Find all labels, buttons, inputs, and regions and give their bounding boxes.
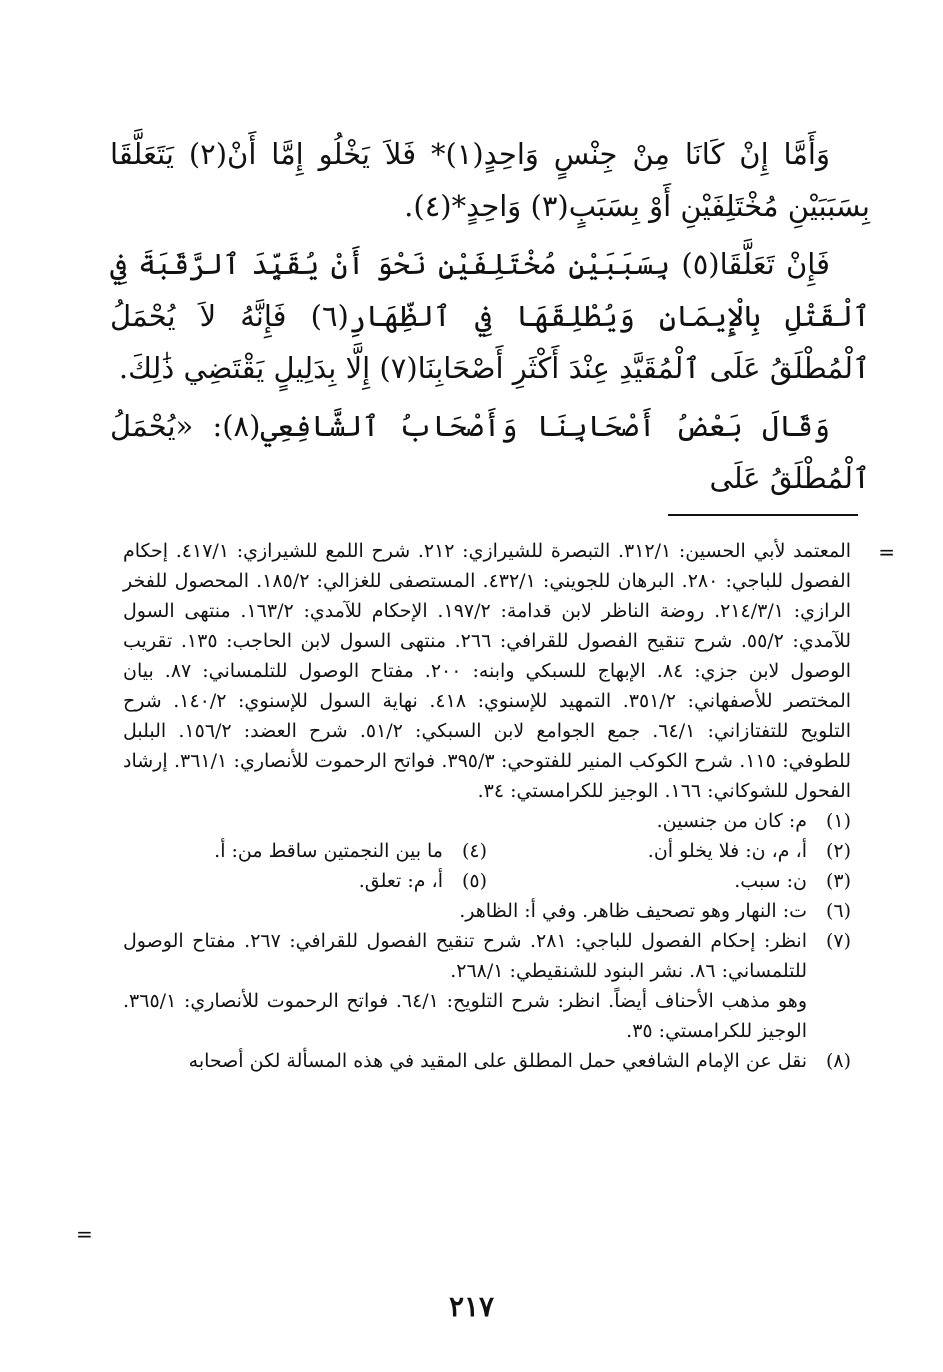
main-paragraph-2: فَإِنْ تَعَلَّقَا(٥) بِسَبَبَيْنِ مُخْتَلِفَيْنِ نَحْوَ أَنْ يُقَيِّدَ ٱلرَّقَبَةَ فِي ٱلْقَتْلِ بِالْإِيمَانِ وَيُطْلِقَهَا فِي ٱلظِّهَارِ(٦) فَإِنَّهُ لاَ يُحْمَلُ ٱلْمُطْلَقُ عَلَى ٱلْمُقَيَّدِ عِنْدَ أَكْثَرِ أَصْحَابِنَا(٧) إِلَّا بِدَلِيلٍ يَقْتَضِي ذَٰلِكَ. bbox=[110, 247, 870, 385]
footnote-6 bbox=[123, 896, 851, 926]
footnote-number: (٤) bbox=[461, 840, 487, 862]
footnote-text: ت: النهار وهو تصحيف ظاهر. وفي أ: الظاهر. bbox=[459, 900, 807, 922]
footnotes bbox=[123, 536, 851, 1076]
footnote-text: نقل عن الإمام الشافعي حمل المطلق على المقيد في هذه المسألة لكن أصحابه bbox=[188, 1050, 807, 1072]
footnote-number: (٦) bbox=[825, 900, 851, 922]
main-paragraph-3: وَقَالَ بَعْضُ أَصْحَابِنَا وَأَصْحَابُ ٱلشَّافِعِي(٨): «يُحْمَلُ ٱلْمُطْلَقُ عَلَى bbox=[110, 409, 870, 495]
footnote-text: م: كان من جنسين. bbox=[656, 810, 807, 832]
footnote-1 bbox=[123, 806, 851, 836]
main-paragraph-1: وَأَمَّا إِنْ كَانَا مِنْ جِنْسٍ وَاحِدٍ(١)* فَلاَ يَخْلُو إِمَّا أَنْ(٢) يَتَعَلَّقَا بِسَبَبَيْنِ مُخْتَلِفَيْنِ أَوْ بِسَبَبٍ(٣) وَاحِدٍ*(٤). bbox=[110, 137, 870, 223]
footnote-number: (٢) bbox=[825, 840, 851, 862]
footnote-separator bbox=[668, 514, 858, 516]
page-number: ٢١٧ bbox=[448, 1290, 495, 1323]
footnote-text: انظر: إحكام الفصول للباجي: ٢٨١. شرح تنقيح الفصول للقرافي: ٢٦٧. مفتاح الوصول للتلمساني: ٨٦. نشر البنود للشنقيطي: ٢٦٨/١. bbox=[123, 930, 807, 982]
footnote-text: ن: سبب. bbox=[734, 870, 807, 892]
footnote-continuation-marker-top: = bbox=[878, 540, 895, 564]
footnote-text: أ، م: تعلق. bbox=[358, 870, 443, 892]
footnote-8 bbox=[123, 1046, 851, 1076]
footnote-7 bbox=[123, 926, 851, 1046]
footnote-3 bbox=[487, 866, 851, 896]
footnote-row-3-5 bbox=[123, 866, 851, 896]
footnote-row-2-4 bbox=[123, 836, 851, 866]
footnote-text: ما بين النجمتين ساقط من: أ. bbox=[214, 840, 443, 862]
footnote-continuation-marker-bottom: = bbox=[76, 1222, 93, 1246]
footnote-5 bbox=[123, 866, 487, 896]
footnote-number: (١) bbox=[825, 810, 851, 832]
footnote-text: أ، م، ن: فلا يخلو أن. bbox=[647, 840, 807, 862]
footnote-text-continued: وهو مذهب الأحناف أيضاً. انظر: شرح التلويح: ٦٤/١. فواتح الرحموت للأنصاري: ٣٦٥/١. الوجيز للكرامستي: ٣٥. bbox=[123, 990, 807, 1042]
main-text bbox=[110, 128, 870, 504]
footnote-carryover: المعتمد لأبي الحسين: ٣١٢/١. التبصرة للشيرازي: ٢١٢. شرح اللمع للشيرازي: ٤١٧/١. إحكام الفصول للباجي: ٢٨٠. البرهان للجويني: ٤٣٢/١. المستصفى للغزالي: ١٨٥/٢. المحصول للفخر الرازي: ٢١٤/٣/١. روضة الناظر لابن قدامة: ١٩٧/٢. الإحكام للآمدي: ١٦٣/٢. منتهى السول للآمدي: ٥٥/٢. شرح تنقيح الفصول للقرافي: ٢٦٦. منتهى السول لابن الحاجب: ١٣٥. تقريب الوصول لابن جزي: ٨٤. الإبهاج للسبكي وابنه: ٢٠٠. مفتاح الوصول للتلمساني: ٨٧. بيان المختصر للأصفهاني: ٣٥١/٢. التمهيد للإسنوي: ٤١٨. نهاية السول للإسنوي: ١٤٠/٢. شرح التلويح للتفتازاني: ٦٤/١. جمع الجوامع لابن السبكي: ٥١/٢. شرح العضد: ١٥٦/٢. البلبل للطوفي: ١١٥. شرح الكوكب المنير للفتوحي: ٣٩٥/٣. فواتح الرحموت للأنصاري: ٣٦١/١. إرشاد الفحول للشوكاني: ١٦٦. الوجيز للكرامستي: ٣٤. bbox=[123, 540, 852, 802]
footnote-number: (٨) bbox=[825, 1050, 851, 1072]
footnote-body bbox=[123, 926, 807, 1046]
footnote-4 bbox=[123, 836, 487, 866]
footnote-number: (٥) bbox=[461, 870, 487, 892]
footnote-number: (٧) bbox=[825, 930, 851, 952]
footnote-2 bbox=[487, 836, 851, 866]
footnote-number: (٣) bbox=[825, 870, 851, 892]
